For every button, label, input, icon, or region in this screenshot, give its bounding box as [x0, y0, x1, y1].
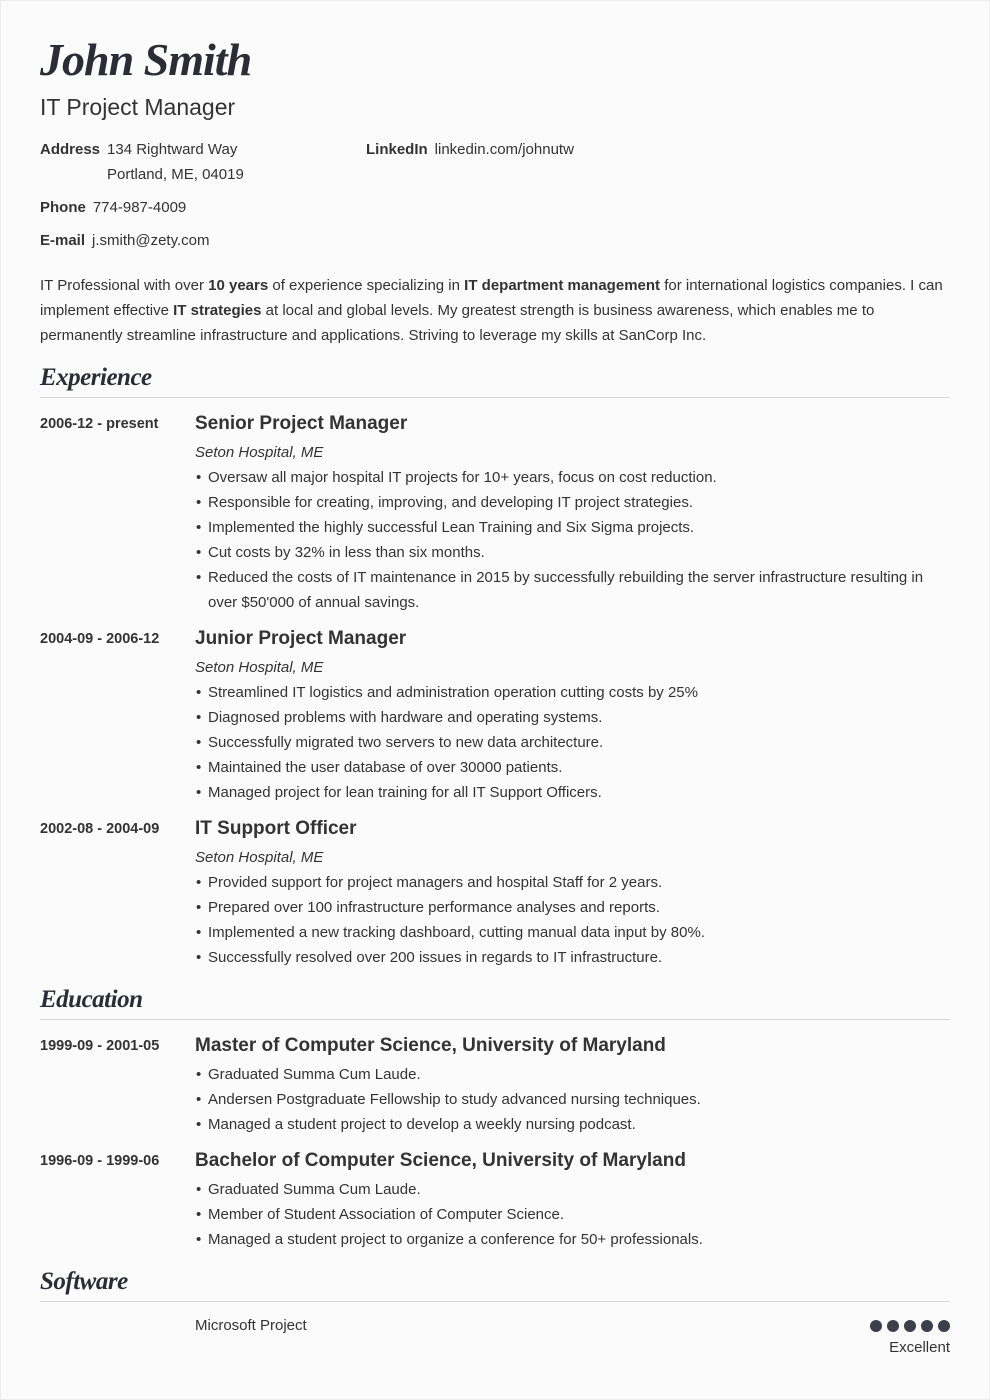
entry-date: 2002-08 - 2004-09: [40, 821, 160, 837]
section-heading-software: Software: [40, 1265, 950, 1302]
experience-list: [40, 398, 950, 970]
skill-name: Microsoft Project: [195, 1317, 307, 1334]
summary-text: at local and global levels. My greatest strength is business awareness, which enables me to permanently streamline infrastructure and applications. Striving to leverage my skills at SanCorp Inc.: [40, 302, 875, 344]
skill-level-dot: [887, 1320, 899, 1332]
bullet-list: [195, 870, 950, 970]
entry-date: 1999-09 - 2001-05: [40, 1038, 160, 1054]
contact-row: [40, 195, 950, 220]
bullet-item: • Cut costs by 32% in less than six months.: [195, 540, 950, 565]
bullet-item: • Oversaw all major hospital IT projects for 10+ years, focus on cost reduction.: [195, 465, 950, 490]
bullet-item: • Responsible for creating, improving, and developing IT project strategies.: [195, 490, 950, 515]
resume-header: [40, 35, 950, 121]
entry-company: Seton Hospital, ME: [195, 444, 324, 461]
section-heading-education: Education: [40, 983, 950, 1020]
bullet-item: • Successfully resolved over 200 issues in regards to IT infrastructure.: [195, 945, 950, 970]
address-line: 134 Rightward Way: [107, 141, 238, 158]
address-field: [40, 137, 366, 187]
email-value: j.smith@zety.com: [92, 232, 210, 249]
contact-row: [40, 137, 950, 187]
linkedin-value: linkedin.com/johnutw: [434, 141, 574, 158]
bullet-item: • Successfully migrated two servers to new data architecture.: [195, 730, 950, 755]
entry-company: Seton Hospital, ME: [195, 659, 324, 676]
bullet-item: • Implemented a new tracking dashboard, cutting manual data input by 80%.: [195, 920, 950, 945]
entry-date: 2006-12 - present: [40, 416, 159, 432]
skill-rating: [870, 1313, 950, 1360]
experience-entry: [40, 411, 950, 615]
software-list: [40, 1302, 950, 1360]
entry-date: 1996-09 - 1999-06: [40, 1153, 160, 1169]
entry-body: [195, 1033, 950, 1137]
bullet-item: • Diagnosed problems with hardware and operating systems.: [195, 705, 950, 730]
phone-label: Phone: [40, 199, 86, 216]
summary-text: for international logistics companies. I can implement effective: [40, 277, 943, 319]
contact-details: [40, 137, 950, 253]
bullet-list: [195, 465, 950, 615]
bullet-item: • Reduced the costs of IT maintenance in 2015 by successfully rebuilding the server infrastructure resulting in over $50'000 of annual savings.: [195, 565, 950, 615]
bullet-item: • Prepared over 100 infrastructure performance analyses and reports.: [195, 895, 950, 920]
profile-summary: [40, 273, 950, 348]
entry-body: [195, 411, 950, 615]
bullet-item: • Managed a student project to develop a weekly nursing podcast.: [195, 1112, 950, 1137]
bullet-item: • Graduated Summa Cum Laude.: [195, 1062, 950, 1087]
bullet-item: • Streamlined IT logistics and administration operation cutting costs by 25%: [195, 680, 950, 705]
summary-highlight: IT strategies: [173, 302, 262, 319]
summary-text: IT Professional with over: [40, 277, 209, 294]
summary-text: of experience specializing in: [268, 277, 465, 294]
entry-body: [195, 816, 950, 970]
bullet-item: • Maintained the user database of over 30000 patients.: [195, 755, 950, 780]
linkedin-field: [366, 137, 574, 187]
education-list: [40, 1020, 950, 1252]
experience-section: [40, 361, 950, 970]
education-entry: [40, 1033, 950, 1137]
summary-highlight: IT department management: [464, 277, 661, 294]
skill-level-dot: [904, 1320, 916, 1332]
skill-level-dot: [921, 1320, 933, 1332]
address-label: Address: [40, 141, 101, 158]
skill-item: [40, 1313, 950, 1360]
education-section: [40, 983, 950, 1252]
entry-company: Seton Hospital, ME: [195, 849, 324, 866]
education-entry: [40, 1148, 950, 1252]
entry-title: Bachelor of Computer Science, University of Maryland: [195, 1150, 686, 1171]
bullet-list: [195, 1177, 950, 1252]
entry-title: Master of Computer Science, University of Maryland: [195, 1035, 666, 1056]
experience-entry: [40, 626, 950, 805]
bullet-item: • Member of Student Association of Computer Science.: [195, 1202, 950, 1227]
entry-body: [195, 626, 950, 805]
entry-date: 2004-09 - 2006-12: [40, 631, 160, 647]
address-value: [107, 137, 244, 187]
phone-field: [40, 195, 186, 220]
job-title: IT Project Manager: [40, 94, 236, 120]
email-field: [40, 228, 209, 253]
software-section: [40, 1265, 950, 1360]
bullet-item: • Managed a student project to organize a conference for 50+ professionals.: [195, 1227, 950, 1252]
candidate-name: John Smith: [40, 34, 252, 85]
bullet-list: [195, 680, 950, 805]
bullet-item: • Andersen Postgraduate Fellowship to study advanced nursing techniques.: [195, 1087, 950, 1112]
bullet-item: • Implemented the highly successful Lean Training and Six Sigma projects.: [195, 515, 950, 540]
skill-level-label: Excellent: [889, 1339, 950, 1356]
skill-level-dot: [870, 1320, 882, 1332]
linkedin-label: LinkedIn: [366, 141, 428, 158]
email-label: E-mail: [40, 232, 86, 249]
bullet-list: [195, 1062, 950, 1137]
contact-row: [40, 228, 950, 253]
phone-value: 774-987-4009: [92, 199, 187, 216]
entry-title: IT Support Officer: [195, 818, 357, 839]
skill-spacer: [40, 1313, 195, 1360]
skill-level-dot: [938, 1320, 950, 1332]
section-heading-experience: Experience: [40, 361, 950, 398]
bullet-item: • Graduated Summa Cum Laude.: [195, 1177, 950, 1202]
entry-body: [195, 1148, 950, 1252]
bullet-item: • Provided support for project managers and hospital Staff for 2 years.: [195, 870, 950, 895]
experience-entry: [40, 816, 950, 970]
entry-title: Junior Project Manager: [195, 628, 407, 649]
address-line: Portland, ME, 04019: [107, 166, 244, 183]
bullet-item: • Managed project for lean training for all IT Support Officers.: [195, 780, 950, 805]
summary-highlight: 10 years: [208, 277, 269, 294]
entry-title: Senior Project Manager: [195, 413, 408, 434]
